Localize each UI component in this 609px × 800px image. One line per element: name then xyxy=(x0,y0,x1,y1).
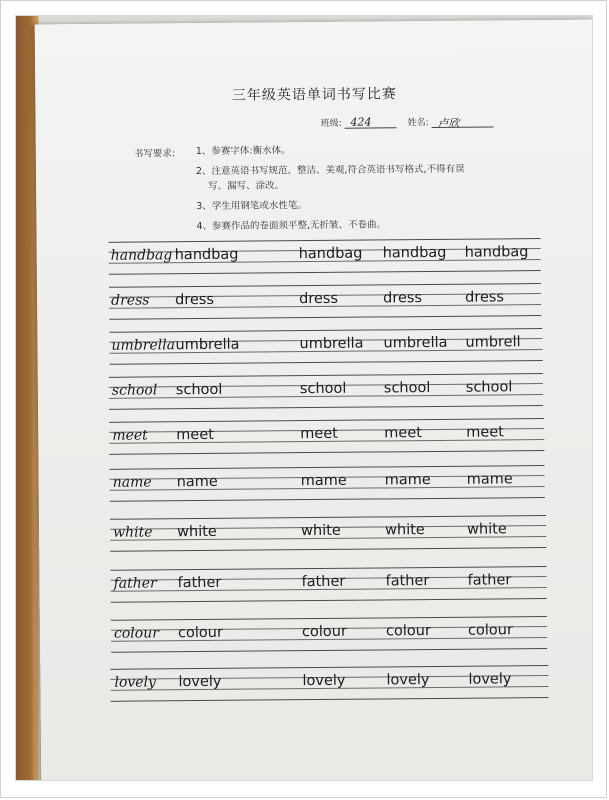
ruled-line xyxy=(109,418,543,423)
class-value: 424 xyxy=(350,115,372,129)
handwritten-word: umbrell xyxy=(465,334,521,351)
writing-row xyxy=(40,616,592,661)
ruled-line xyxy=(109,283,542,288)
handwritten-word: meet xyxy=(384,425,422,442)
handwritten-word: dress xyxy=(175,291,215,309)
ruled-line xyxy=(110,497,545,502)
ruled-line xyxy=(109,373,543,378)
worksheet-paper xyxy=(35,20,592,780)
requirement-2: 2、注意英语书写规范、整洁、美观,符合英语书写格式,不得有误 xyxy=(195,163,465,178)
writing-row xyxy=(38,418,592,463)
handwritten-word: handbag xyxy=(110,247,173,264)
handwritten-word: mame xyxy=(384,472,431,489)
ruled-line xyxy=(110,566,546,571)
handwritten-word: lovely xyxy=(178,673,222,691)
handwritten-word: school xyxy=(465,379,513,396)
name-label: 姓名: xyxy=(407,118,429,129)
handwritten-word: school xyxy=(111,382,158,399)
photo xyxy=(16,16,592,780)
ruled-line xyxy=(111,665,548,670)
page-title: 三年级英语单词书写比赛 xyxy=(231,86,397,104)
handwritten-word: colour xyxy=(301,623,347,641)
name-value: 卢欣 xyxy=(437,116,460,130)
ruled-line xyxy=(110,450,544,455)
writing-row xyxy=(40,665,592,710)
handwritten-word: school xyxy=(383,380,431,397)
handwritten-word: dress xyxy=(383,290,423,307)
handwritten-word: father xyxy=(177,574,222,592)
handwritten-word: father xyxy=(385,573,430,590)
ruled-line xyxy=(111,648,548,653)
requirement-3: 3、学生用钢笔或水性笔。 xyxy=(196,200,307,213)
handwritten-word: school xyxy=(175,381,223,399)
handwritten-word: colour xyxy=(467,622,513,639)
handwritten-word: dress xyxy=(111,292,150,309)
handwritten-word: name xyxy=(112,474,152,491)
ruled-line xyxy=(110,515,546,520)
handwritten-word: name xyxy=(176,473,218,491)
handwritten-word: umbrella xyxy=(299,335,364,353)
ruled-line xyxy=(111,697,548,702)
handwritten-word: handbag xyxy=(382,244,447,262)
writing-row xyxy=(39,515,592,560)
handwritten-word: father xyxy=(467,572,512,589)
requirement-2-cont: 写、漏写、涂改。 xyxy=(208,180,285,192)
handwritten-word: white xyxy=(113,524,153,541)
writing-row xyxy=(37,283,592,328)
handwritten-word: lovely xyxy=(114,674,157,691)
handwritten-word: handbag xyxy=(298,245,363,263)
handwritten-word: white xyxy=(385,522,425,539)
handwritten-word: father xyxy=(113,575,157,592)
ruled-line xyxy=(109,315,542,320)
handwritten-word: white xyxy=(177,523,217,541)
ruled-line xyxy=(109,238,541,243)
handwritten-word: meet xyxy=(300,425,338,443)
handwritten-word: meet xyxy=(466,424,504,441)
ruled-line xyxy=(110,616,547,621)
ruled-line xyxy=(110,547,546,552)
handwritten-word: handbag xyxy=(174,246,239,264)
ruled-line xyxy=(109,328,542,333)
handwritten-word: colour xyxy=(385,623,431,640)
handwritten-word: white xyxy=(301,522,341,540)
ruled-line xyxy=(109,360,542,365)
handwritten-word: mame xyxy=(300,472,347,490)
handwritten-word: handbag xyxy=(464,244,529,261)
handwritten-word: mame xyxy=(466,471,513,488)
writing-row xyxy=(37,328,592,373)
handwritten-word: school xyxy=(299,380,347,398)
handwritten-word: father xyxy=(301,573,346,591)
writing-row xyxy=(39,566,592,611)
class-label: 班级: xyxy=(320,118,342,129)
handwritten-word: meet xyxy=(176,426,215,444)
requirements-label: 书写要求: xyxy=(133,148,176,160)
handwritten-word: umbrella xyxy=(111,337,176,354)
handwritten-word: lovely xyxy=(386,672,430,689)
handwritten-word: lovely xyxy=(302,672,346,690)
requirement-4: 4、参赛作品的卷面须平整,无折皱、不卷曲。 xyxy=(196,219,387,233)
writing-rows xyxy=(35,20,592,780)
writing-row xyxy=(38,373,592,418)
ruled-line xyxy=(110,465,545,470)
ruled-line xyxy=(109,270,541,275)
handwritten-word: colour xyxy=(177,624,223,642)
handwritten-word: dress xyxy=(465,289,505,306)
handwritten-word: white xyxy=(467,521,507,538)
handwritten-word: umbrella xyxy=(175,336,240,354)
handwritten-word: umbrella xyxy=(383,334,448,352)
requirement-1: 1、参赛字体:衡水体。 xyxy=(195,145,291,158)
writing-row xyxy=(39,465,592,510)
handwritten-word: colour xyxy=(113,625,159,642)
writing-row xyxy=(37,238,592,283)
ruled-line xyxy=(109,405,543,410)
handwritten-word: lovely xyxy=(468,671,512,688)
handwritten-word: meet xyxy=(112,427,148,444)
handwritten-word: dress xyxy=(299,290,339,308)
ruled-line xyxy=(110,598,546,603)
